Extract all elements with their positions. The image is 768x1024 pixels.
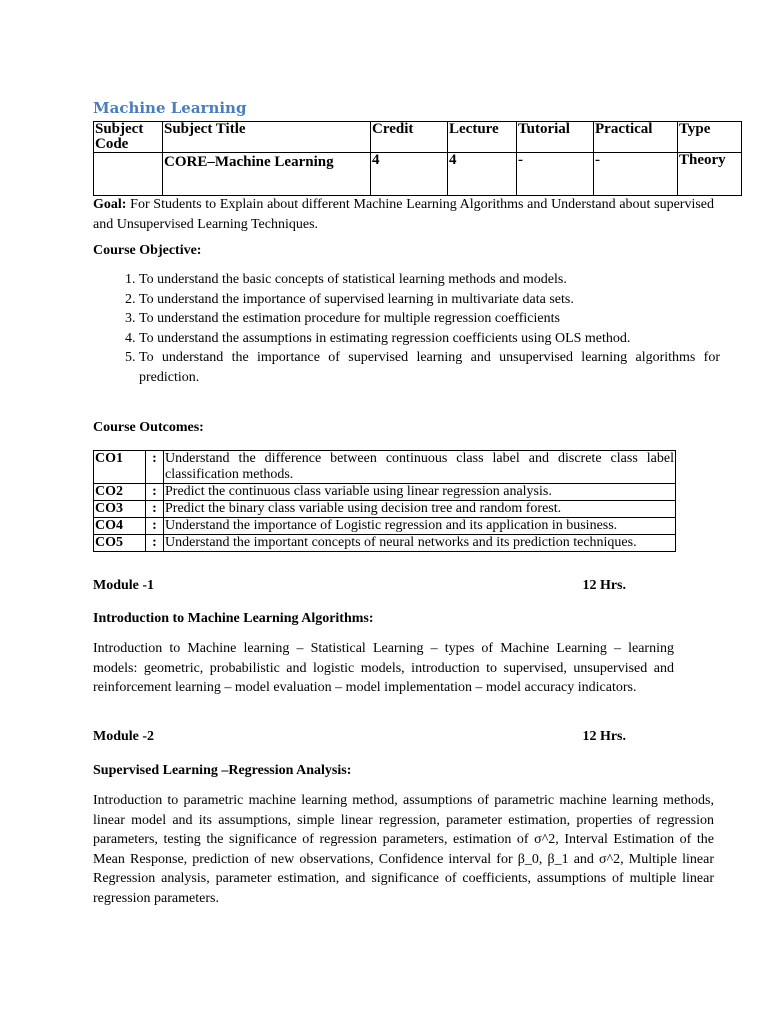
header-credit: Credit: [371, 122, 448, 153]
outcome-text: Understand the important concepts of neural networks and its prediction techniques.: [164, 535, 676, 552]
outcome-code: CO2: [94, 484, 146, 501]
table-row: [94, 501, 676, 518]
goal-label: Goal:: [93, 197, 127, 212]
subject-table: [93, 121, 742, 196]
outcome-code: CO3: [94, 501, 146, 518]
outcomes-table: [93, 450, 676, 552]
subject-table-data-row: [94, 153, 742, 196]
module-1-title: Introduction to Machine Learning Algorithms:: [93, 611, 374, 626]
table-row: [94, 535, 676, 552]
course-outcomes-heading: Course Outcomes:: [93, 420, 204, 435]
page-title: Machine Learning: [93, 99, 247, 117]
goal-paragraph: [93, 195, 714, 234]
cell-subject-code: [94, 153, 163, 196]
objectives-list: [93, 270, 720, 387]
module-1-header: [93, 578, 626, 594]
table-row: [94, 518, 676, 535]
header-practical: Practical: [594, 122, 678, 153]
cell-lecture: 4: [448, 153, 517, 196]
header-subject-code: Subject Code: [94, 122, 163, 153]
outcome-text: Understand the difference between continuous class label and discrete class label classification methods.: [165, 451, 674, 482]
subject-table-header-row: [94, 122, 742, 153]
list-item: 3. To understand the estimation procedure for multiple regression coefficients: [139, 309, 720, 329]
outcome-text: Predict the binary class variable using decision tree and random forest.: [164, 501, 676, 518]
list-item: 1. To understand the basic concepts of statistical learning methods and models.: [139, 270, 720, 290]
outcome-code: CO1: [94, 451, 146, 484]
goal-text: For Students to Explain about different Machine Learning Algorithms and Understand about supervised and Unsupervised Learning Techniques.: [93, 197, 714, 232]
course-objective-heading: Course Objective:: [93, 243, 202, 258]
list-item: 4. To understand the assumptions in estimating regression coefficients using OLS method.: [139, 329, 720, 349]
cell-practical: -: [594, 153, 678, 196]
module-hours: 12 Hrs.: [582, 578, 626, 593]
table-row: [94, 484, 676, 501]
header-type: Type: [678, 122, 742, 153]
module-1-body: Introduction to Machine learning – Statistical Learning – types of Machine Learning – learning models: geometric, probabilistic and logistic models, introduction to supervised, unsupervised and reinforcement learning – model evaluation – model implementation – model accuracy indicators.: [93, 641, 674, 695]
outcome-separator: :: [146, 518, 164, 535]
cell-credit: 4: [371, 153, 448, 196]
cell-type: Theory: [678, 153, 742, 196]
module-label: Module -1: [93, 578, 155, 593]
outcome-separator: :: [146, 451, 164, 484]
header-tutorial: Tutorial: [517, 122, 594, 153]
module-label: Module -2: [93, 729, 155, 744]
cell-tutorial: -: [517, 153, 594, 196]
outcome-text: Predict the continuous class variable using linear regression analysis.: [164, 484, 676, 501]
module-2-header: [93, 729, 626, 745]
outcome-code: CO5: [94, 535, 146, 552]
list-item: 5. To understand the importance of supervised learning and unsupervised learning algorithms for prediction.: [139, 348, 720, 387]
list-item: 2. To understand the importance of supervised learning in multivariate data sets.: [139, 290, 720, 310]
outcome-separator: :: [146, 484, 164, 501]
table-row: [94, 451, 676, 484]
module-2-title: Supervised Learning –Regression Analysis:: [93, 763, 352, 778]
outcome-separator: :: [146, 535, 164, 552]
cell-subject-title: CORE–Machine Learning: [163, 153, 371, 196]
outcome-text: Understand the importance of Logistic regression and its application in business.: [164, 518, 676, 535]
header-subject-title: Subject Title: [163, 122, 371, 153]
module-2-body: Introduction to parametric machine learning method, assumptions of parametric machine learning methods, linear model and its assumptions, simple linear regression, parameter estimation, properties of regression parameters, testing the significance of regression parameters, estimation of σ^2, Interval Estimation of the Mean Response, prediction of new observations, Confidence interval for β_0, β_1 and σ^2, Multiple linear Regression analysis, parameter estimation, and significance of coefficients, assumptions of multiple linear regression parameters.: [93, 793, 714, 906]
outcome-separator: :: [146, 501, 164, 518]
outcome-code: CO4: [94, 518, 146, 535]
module-hours: 12 Hrs.: [582, 729, 626, 744]
header-lecture: Lecture: [448, 122, 517, 153]
